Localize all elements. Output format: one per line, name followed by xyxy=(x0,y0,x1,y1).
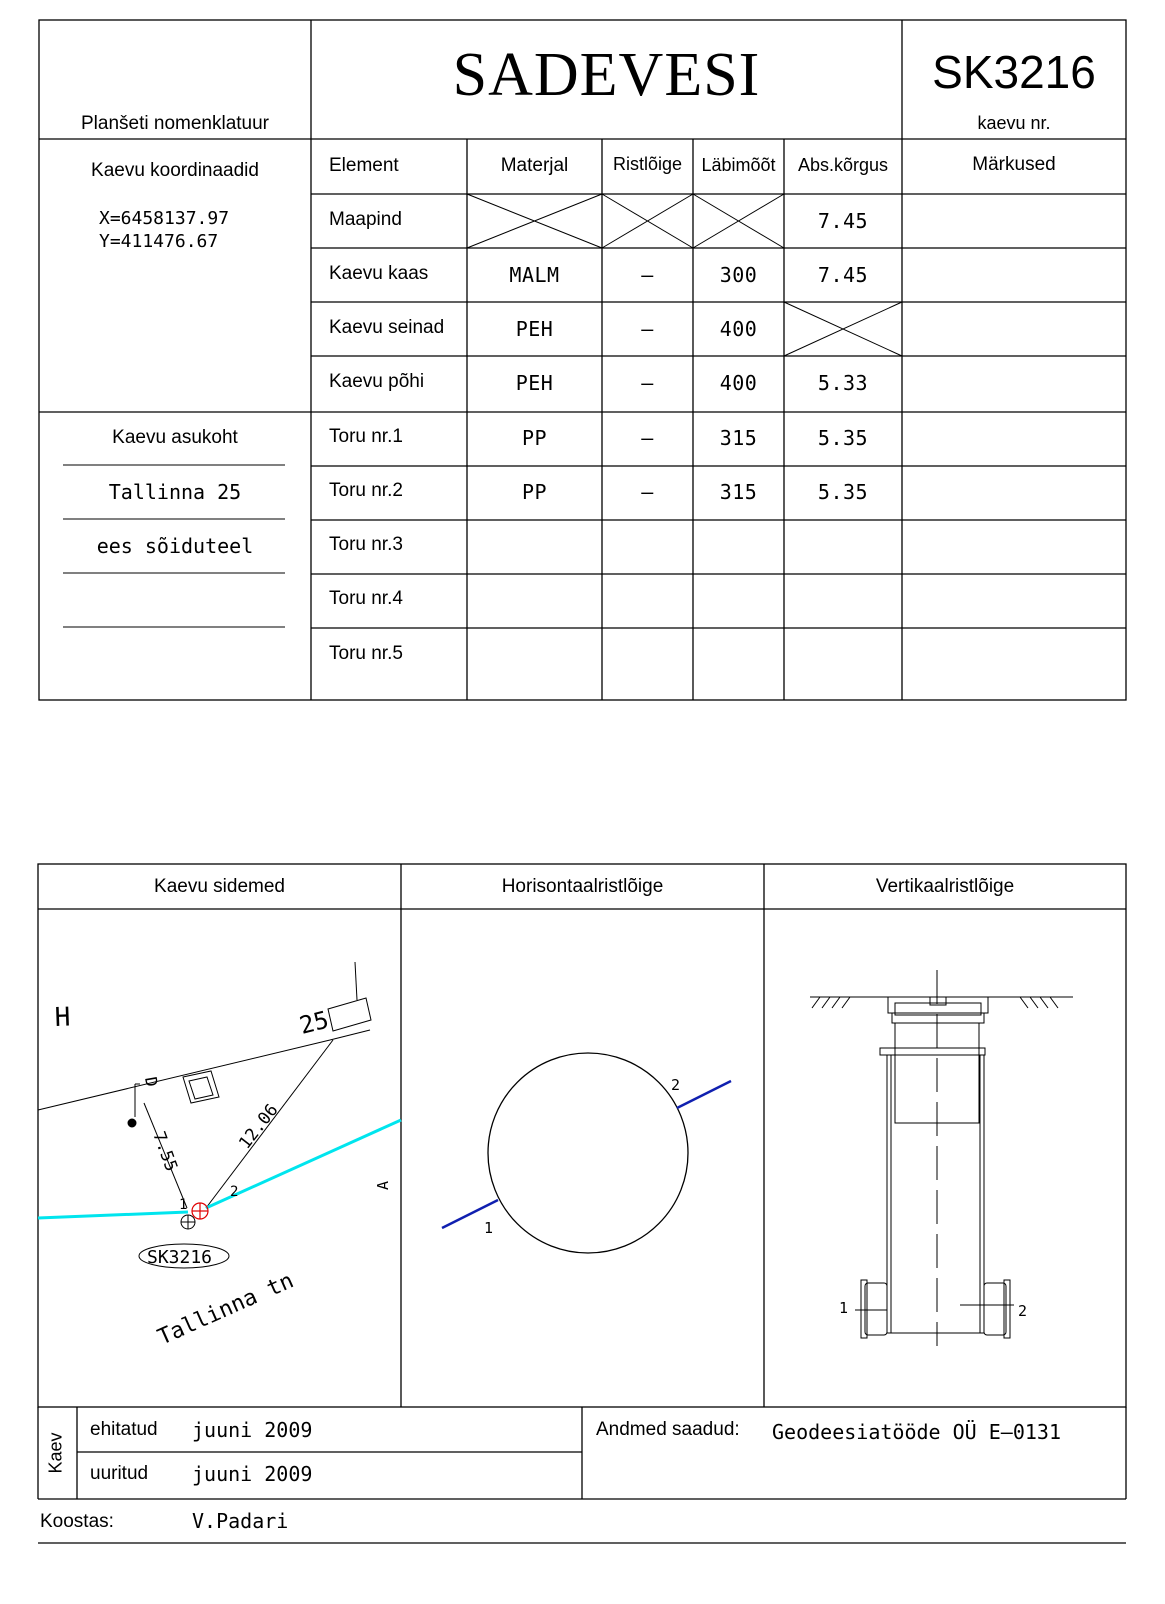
table-row-element: Kaevu seinad xyxy=(329,317,445,338)
table-row-element: Toru nr.5 xyxy=(329,643,403,664)
table-row-material: PP xyxy=(521,426,548,450)
horizontal-pipe-2-label: 2 xyxy=(671,1076,681,1094)
well-tag: SK3216 xyxy=(147,1247,213,1268)
table-row-diameter: 315 xyxy=(719,426,758,450)
table-row-section: – xyxy=(641,317,654,341)
table-row-section: – xyxy=(641,263,654,287)
site-plan-h-label: H xyxy=(54,1002,71,1033)
well-number: SK3216 xyxy=(932,46,1096,98)
table-row-diameter: 315 xyxy=(719,480,758,504)
table-row-element: Kaevu kaas xyxy=(329,263,429,284)
horizontal-section-circle xyxy=(488,1053,688,1253)
coordinate-x: X=6458137.97 xyxy=(99,208,230,229)
table-row-element: Toru nr.1 xyxy=(329,426,403,447)
surveyed-label: uuritud xyxy=(90,1463,149,1484)
vertical-pipe-2-label: 2 xyxy=(1018,1302,1028,1320)
site-plan-pipe-1: 1 xyxy=(179,1197,188,1213)
document-title: SADEVESI xyxy=(452,41,761,109)
built-value: juuni 2009 xyxy=(192,1418,313,1442)
surveyed-value: juuni 2009 xyxy=(192,1462,313,1486)
table-row-section: – xyxy=(641,480,654,504)
vertical-section xyxy=(810,970,1073,1346)
street-name: Tallinna tn xyxy=(154,1268,298,1351)
compiled-label: Koostas: xyxy=(40,1511,114,1532)
table-row-section: – xyxy=(641,426,654,450)
table-row-element: Toru nr.4 xyxy=(329,588,403,609)
location-line-1: Tallinna 25 xyxy=(108,480,242,504)
site-plan-small-building xyxy=(183,1071,219,1103)
table-row-elevation: 5.35 xyxy=(817,480,869,504)
site-plan-pipe-2: 2 xyxy=(230,1184,239,1200)
dimension-7-55: 7.55 xyxy=(148,1128,182,1175)
table-row-material: PEH xyxy=(515,317,554,341)
dimension-12-06: 12.06 xyxy=(235,1100,283,1154)
table-row-diameter: 300 xyxy=(719,263,758,287)
sheet-nomenclature-label: Planšeti nomenklatuur xyxy=(81,113,269,134)
data-source-value: Geodeesiatööde OÜ E–0131 xyxy=(772,1420,1061,1444)
column-header-element: Element xyxy=(329,155,399,176)
panel-header-ties: Kaevu sidemed xyxy=(154,876,285,897)
table-row-material: PEH xyxy=(515,371,554,395)
table-row-elevation: 7.45 xyxy=(817,209,869,233)
site-plan-a-label: A xyxy=(374,1180,392,1190)
site-plan-d-label: D xyxy=(141,1075,162,1089)
horizontal-pipe-2 xyxy=(677,1081,731,1108)
column-header-notes: Märkused xyxy=(972,154,1056,175)
well-symbol xyxy=(181,1215,195,1229)
horizontal-pipe-1-label: 1 xyxy=(484,1219,494,1237)
table-row-element: Kaevu põhi xyxy=(329,371,425,392)
table-row-elevation: 7.45 xyxy=(817,263,869,287)
vertical-pipe-1-label: 1 xyxy=(839,1299,849,1317)
site-plan xyxy=(38,962,371,1208)
footer-side-label: Kaev xyxy=(45,1432,66,1474)
table-row-section: – xyxy=(641,371,654,395)
location-label: Kaevu asukoht xyxy=(112,427,238,448)
table-row-diameter: 400 xyxy=(719,317,758,341)
table-row-material: PP xyxy=(521,480,548,504)
well-symbol-red xyxy=(192,1203,208,1219)
table-row-elevation: 5.33 xyxy=(817,371,869,395)
data-source-label: Andmed saadud: xyxy=(596,1419,740,1440)
coordinate-y: Y=411476.67 xyxy=(99,231,219,252)
column-header-elevation: Abs.kõrgus xyxy=(797,155,889,175)
table-row-element: Toru nr.3 xyxy=(329,534,403,555)
location-line-2: ees sõiduteel xyxy=(96,534,254,558)
table-row-elevation: 5.35 xyxy=(817,426,869,450)
panel-header-vertical: Vertikaalristlõige xyxy=(875,876,1015,897)
site-plan-point xyxy=(128,1119,136,1127)
coordinates-label: Kaevu koordinaadid xyxy=(91,160,259,181)
panel-header-horizontal: Horisontaalristlõige xyxy=(501,876,664,897)
pipe-cyan-1 xyxy=(38,1212,188,1218)
column-header-diameter: Läbimõõt xyxy=(701,155,776,175)
well-number-caption: kaevu nr. xyxy=(977,113,1051,133)
building-number: 25 xyxy=(296,1005,332,1040)
table-row-material: MALM xyxy=(509,263,560,287)
column-header-section: Ristlõige xyxy=(612,154,683,174)
built-label: ehitatud xyxy=(90,1419,158,1440)
compiled-value: V.Padari xyxy=(192,1509,289,1533)
table-row-element: Toru nr.2 xyxy=(329,480,403,501)
table-row-element: Maapind xyxy=(329,209,402,230)
table-row-diameter: 400 xyxy=(719,371,758,395)
column-header-material: Materjal xyxy=(500,155,569,176)
